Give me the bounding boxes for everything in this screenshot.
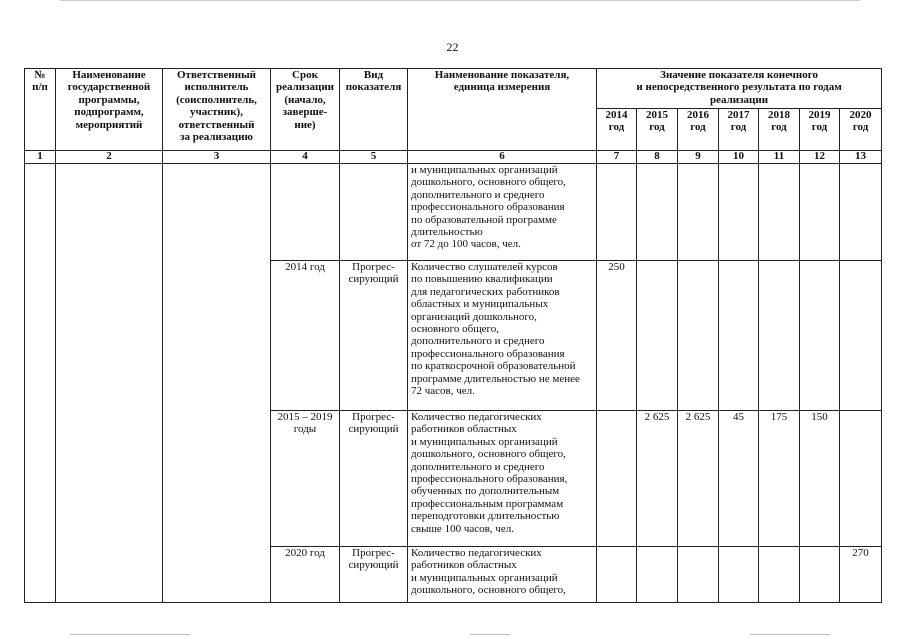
column-number: 5 [340, 151, 408, 164]
column-number: 11 [759, 151, 800, 164]
scan-bottom-mark [470, 634, 510, 635]
column-number: 9 [678, 151, 719, 164]
header-indicator-type: Вид показателя [340, 69, 408, 151]
indicator-type-cell: Прогрес- сирующий [340, 411, 408, 547]
indicator-type-cell [340, 164, 408, 261]
scan-bottom-mark [70, 634, 190, 635]
value-2018 [759, 164, 800, 261]
value-2015: 2 625 [637, 411, 678, 547]
indicator-name-cell: Количество педагогических работников областных и муниципальных организаций дошкольного, основного общего, [408, 547, 597, 603]
header-responsible-executor: Ответственный исполнитель (соисполнитель, участник), ответственный за реализацию [163, 69, 271, 151]
column-number: 6 [408, 151, 597, 164]
value-2015 [637, 261, 678, 411]
indicator-table [24, 68, 882, 603]
header-values-by-year: Значение показателя конечного и непосредственного результата по годам реализации [597, 69, 882, 109]
value-2014 [597, 547, 637, 603]
value-2017 [719, 164, 759, 261]
indicator-name-cell: и муниципальных организаций дошкольного, основного общего, дополнительного и среднего профессионального образования по образовательной программе длительностью от 72 до 100 часов, чел. [408, 164, 597, 261]
indicator-name-cell: Количество слушателей курсов по повышению квалификации для педагогических работников областных и муниципальных организаций дошкольного, основного общего, дополнительного и среднего профессионального образования по краткосрочной образовательной программе длительностью не менее 72 часов, чел. [408, 261, 597, 411]
row-number-cell [25, 164, 56, 603]
column-number: 10 [719, 151, 759, 164]
header-program-name: Наименование государственной программы, подпрограмм, мероприятий [56, 69, 163, 151]
value-2020: 270 [840, 547, 882, 603]
value-2017: 45 [719, 411, 759, 547]
value-2018: 175 [759, 411, 800, 547]
header-year-2017: 2017 год [719, 109, 759, 151]
value-2020 [840, 261, 882, 411]
value-2017 [719, 547, 759, 603]
value-2016: 2 625 [678, 411, 719, 547]
value-2014 [597, 164, 637, 261]
header-implementation-period: Срок реализации (начало, заверше- ние) [271, 69, 340, 151]
scan-bottom-mark [750, 634, 830, 635]
value-2016 [678, 164, 719, 261]
value-2014 [597, 411, 637, 547]
column-number: 2 [56, 151, 163, 164]
column-number: 12 [800, 151, 840, 164]
value-2016 [678, 547, 719, 603]
value-2020 [840, 411, 882, 547]
value-2015 [637, 547, 678, 603]
value-2019 [800, 547, 840, 603]
value-2017 [719, 261, 759, 411]
value-2019 [800, 164, 840, 261]
period-cell: 2015 – 2019 годы [271, 411, 340, 547]
period-cell: 2014 год [271, 261, 340, 411]
column-number: 7 [597, 151, 637, 164]
value-2018 [759, 261, 800, 411]
period-cell [271, 164, 340, 261]
column-number: 1 [25, 151, 56, 164]
header-indicator-name: Наименование показателя, единица измерения [408, 69, 597, 151]
value-2019: 150 [800, 411, 840, 547]
responsible-executor-cell [163, 164, 271, 603]
header-year-2018: 2018 год [759, 109, 800, 151]
value-2015 [637, 164, 678, 261]
indicator-name-cell: Количество педагогических работников областных и муниципальных организаций дошкольного, основного общего, дополнительного и среднего профессионального образования, обученных по дополнительным профессиональным программам переподготовки длительностью свыше 100 часов, чел. [408, 411, 597, 547]
column-number: 4 [271, 151, 340, 164]
value-2018 [759, 547, 800, 603]
column-number-row [25, 151, 882, 164]
header-year-2014: 2014 год [597, 109, 637, 151]
period-cell: 2020 год [271, 547, 340, 603]
value-2020 [840, 164, 882, 261]
page-number: 22 [446, 40, 459, 54]
program-name-cell [56, 164, 163, 603]
header-year-2020: 2020 год [840, 109, 882, 151]
value-2014: 250 [597, 261, 637, 411]
table-row [25, 164, 882, 261]
header-year-2015: 2015 год [637, 109, 678, 151]
header-number: № п/п [25, 69, 56, 151]
indicator-type-cell: Прогрес- сирующий [340, 261, 408, 411]
value-2019 [800, 261, 840, 411]
value-2016 [678, 261, 719, 411]
column-number: 13 [840, 151, 882, 164]
scan-top-edge [60, 0, 860, 1]
indicator-type-cell: Прогрес- сирующий [340, 547, 408, 603]
column-number: 3 [163, 151, 271, 164]
column-number: 8 [637, 151, 678, 164]
header-year-2019: 2019 год [800, 109, 840, 151]
header-year-2016: 2016 год [678, 109, 719, 151]
